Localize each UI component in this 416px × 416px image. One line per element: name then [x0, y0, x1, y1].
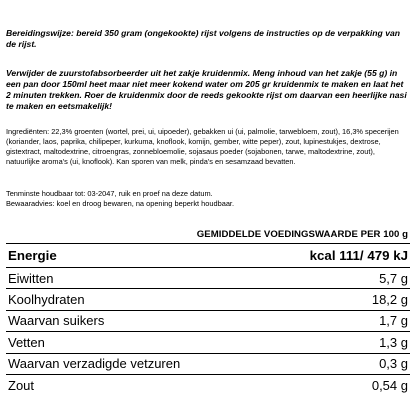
nutrition-row-carbohydrates — [6, 289, 410, 310]
nutrition-heading: GEMIDDELDE VOEDINGSWAARDE PER 100 g — [196, 229, 408, 240]
preparation-body: bereid 350 gram (ongekookte) rijst volgens de instructies op de verpakking van de rijst. — [6, 28, 400, 49]
nutrition-label: Waarvan verzadigde vetzuren — [8, 356, 181, 372]
nutrition-value: 18,2 g — [371, 292, 408, 308]
nutrition-value: 1,7 g — [379, 313, 408, 329]
nutrition-value: 0,54 g — [371, 378, 408, 394]
nutrition-value: kcal 111/ 479 kJ — [309, 248, 408, 263]
nutrition-row-fat — [6, 332, 410, 353]
best-before-text: Tenminste houdbaar tot: 03-2047, ruik en proef na deze datum. — [6, 189, 213, 198]
nutrition-row-energy — [6, 244, 410, 268]
nutrition-label: Eiwitten — [8, 270, 54, 286]
nutrition-value: 0,3 g — [379, 356, 408, 372]
storage-block — [6, 189, 410, 209]
nutrition-value: 1,3 g — [379, 334, 408, 350]
nutrition-row-saturated-fat — [6, 354, 410, 375]
nutrition-label: Zout — [8, 378, 35, 394]
nutrition-row-salt — [6, 375, 410, 396]
preparation-text — [6, 28, 410, 49]
ingredients-text: Ingrediënten: 22,3% groenten (wortel, prei, ui, uipoeder), gebakken ui (ui, palmolie, tarwebloem, zout), 16,3% specerijen (koriander, laos, paprika, chilipeper, kurkuma, knoflook, komijn, gember, witte peper), zout, lupinestukjes, dextrose, gistextract, maltodextrine, citroengras, zonnebloemolie, sojasaus poeder (sojabonen, tarwe, maltodextrine, zout), natuurlijke aroma's (ui, knoflook). Kan sporen van melk, pinda's en sesamzaad bevatten. — [6, 127, 399, 166]
nutrition-value: 5,7 g — [379, 270, 408, 286]
nutrition-table — [6, 243, 410, 396]
nutrition-label: Waarvan suikers — [8, 313, 105, 329]
nutrition-row-protein — [6, 268, 410, 289]
nutrition-label: Vetten — [8, 334, 45, 350]
storage-advice-text: Bewaaradvies: koel en droog bewaren, na opening beperkt houdbaar. — [6, 198, 235, 208]
preparation-heading: Bereidingswijze: — [6, 28, 74, 38]
nutrition-row-sugars — [6, 311, 410, 332]
instructions-text: Verwijder de zuurstofabsorbeerder uit het zakje kruidenmix. Meng inhoud van het zakje (55 g) in een pan door 150ml heet maar niet meer kokend water om 205 gr kruidenmix te maken en laat het 2 minuten trekken. Roer de kruidenmix door de reeds gekookte rijst om daarvan een heerlijke nasi te maken en eetsmakelijk! — [6, 68, 407, 111]
nutrition-label: Energie — [8, 248, 57, 263]
nutrition-label: Koolhydraten — [8, 292, 85, 308]
